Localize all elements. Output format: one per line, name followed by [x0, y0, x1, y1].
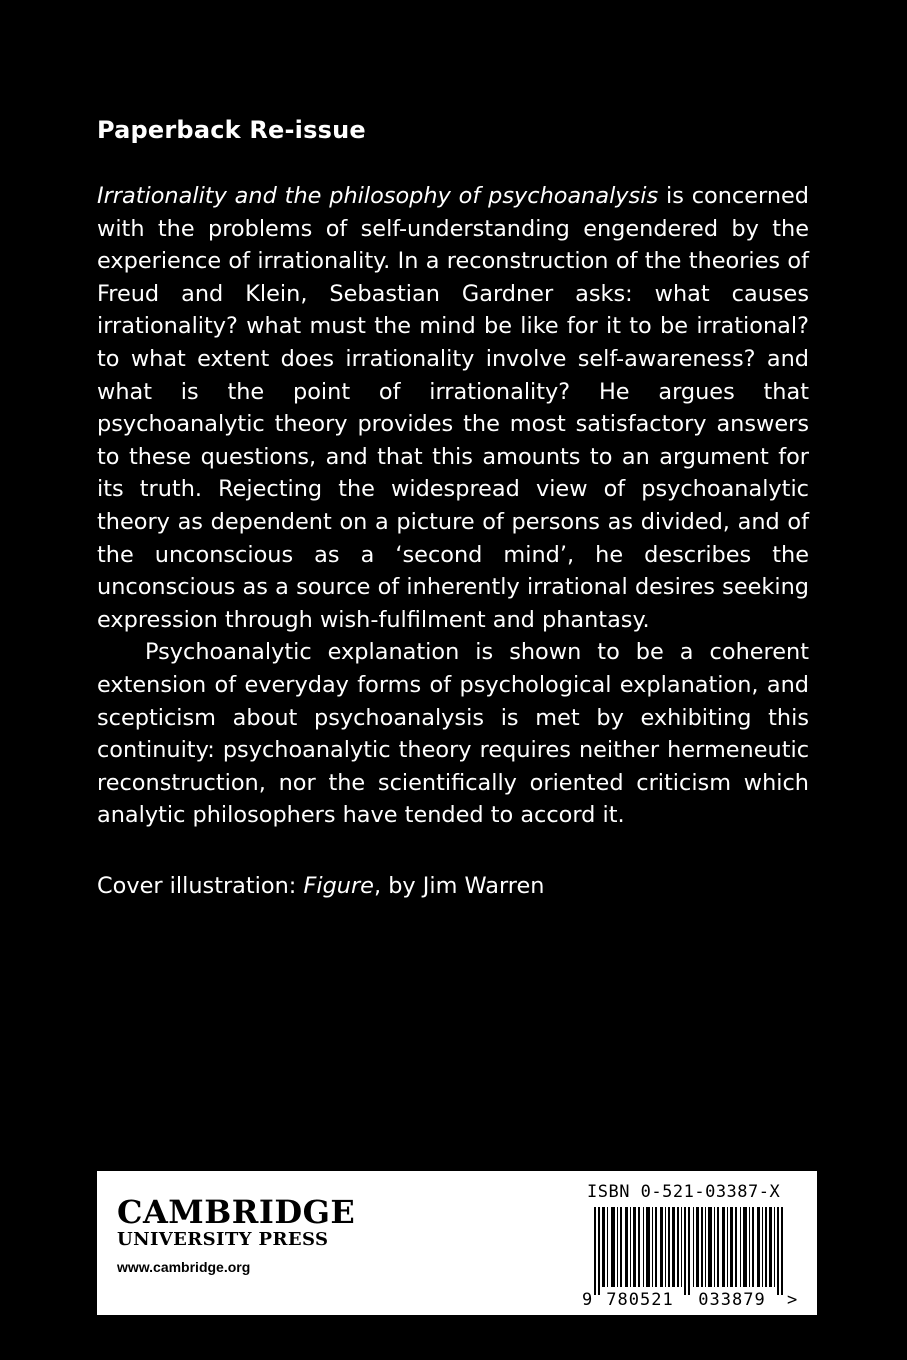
- book-title: Irrationality and the philosophy of psychoanalysis: [97, 183, 659, 209]
- blurb-paragraph-1-text: is concerned with the problems of self-understanding engendered by the experience of irrationality. In a reconstruction of the theories of Freud and Klein, Sebastian Gardner asks: what causes irrationality? what must the mind be like for it to be irrational? to what extent does irrationality involve self-awareness? and what is the point of irrationality? He argues that psychoanalytic theory provides the most satisfactory answers to these questions, and that this amounts to an argument for its truth. Rejecting the widespread view of psychoanalytic theory as dependent on a picture of persons as divided, and of the unconscious as a ‘second mind’, he describes the unconscious as a source of inherently irrational desires seeking expression through wish-fulfilment and phantasy.: [97, 183, 810, 633]
- credit-work: Figure: [303, 873, 374, 899]
- blurb: [97, 180, 809, 832]
- publisher-name: CAMBRIDGE: [117, 1193, 356, 1231]
- publisher-logo: [117, 1195, 355, 1275]
- isbn-label: ISBN 0-521-03387-X: [587, 1182, 781, 1202]
- publisher-panel: [97, 1171, 817, 1315]
- blurb-paragraph-2: Psychoanalytic explanation is shown to be a coherent extension of everyday forms of psychological explanation, and scepticism about psychoanalysis is met by exhibiting this continuity: psychoanalytic theory requires neither hermeneutic reconstruction, nor the scientifically oriented criticism which analytic philosophers have tended to accord it.: [97, 639, 809, 829]
- barcode-right-group: 033879: [698, 1290, 766, 1307]
- barcode-bars: [594, 1207, 783, 1295]
- barcode-left-group: 780521: [606, 1290, 674, 1307]
- barcode-graphic: [582, 1207, 810, 1307]
- barcode: [582, 1207, 810, 1307]
- cover-credit: [97, 870, 544, 902]
- publisher-website: www.cambridge.org: [117, 1259, 251, 1275]
- blurb-paragraph-1: [97, 180, 809, 636]
- credit-prefix: Cover illustration:: [97, 873, 304, 899]
- barcode-lead-digit: 9: [582, 1290, 593, 1307]
- publisher-subname: UNIVERSITY PRESS: [117, 1229, 329, 1250]
- credit-suffix: , by Jim Warren: [373, 873, 545, 899]
- reissue-heading: Paperback Re-issue: [97, 116, 366, 144]
- barcode-quiet-mark: >: [787, 1290, 798, 1307]
